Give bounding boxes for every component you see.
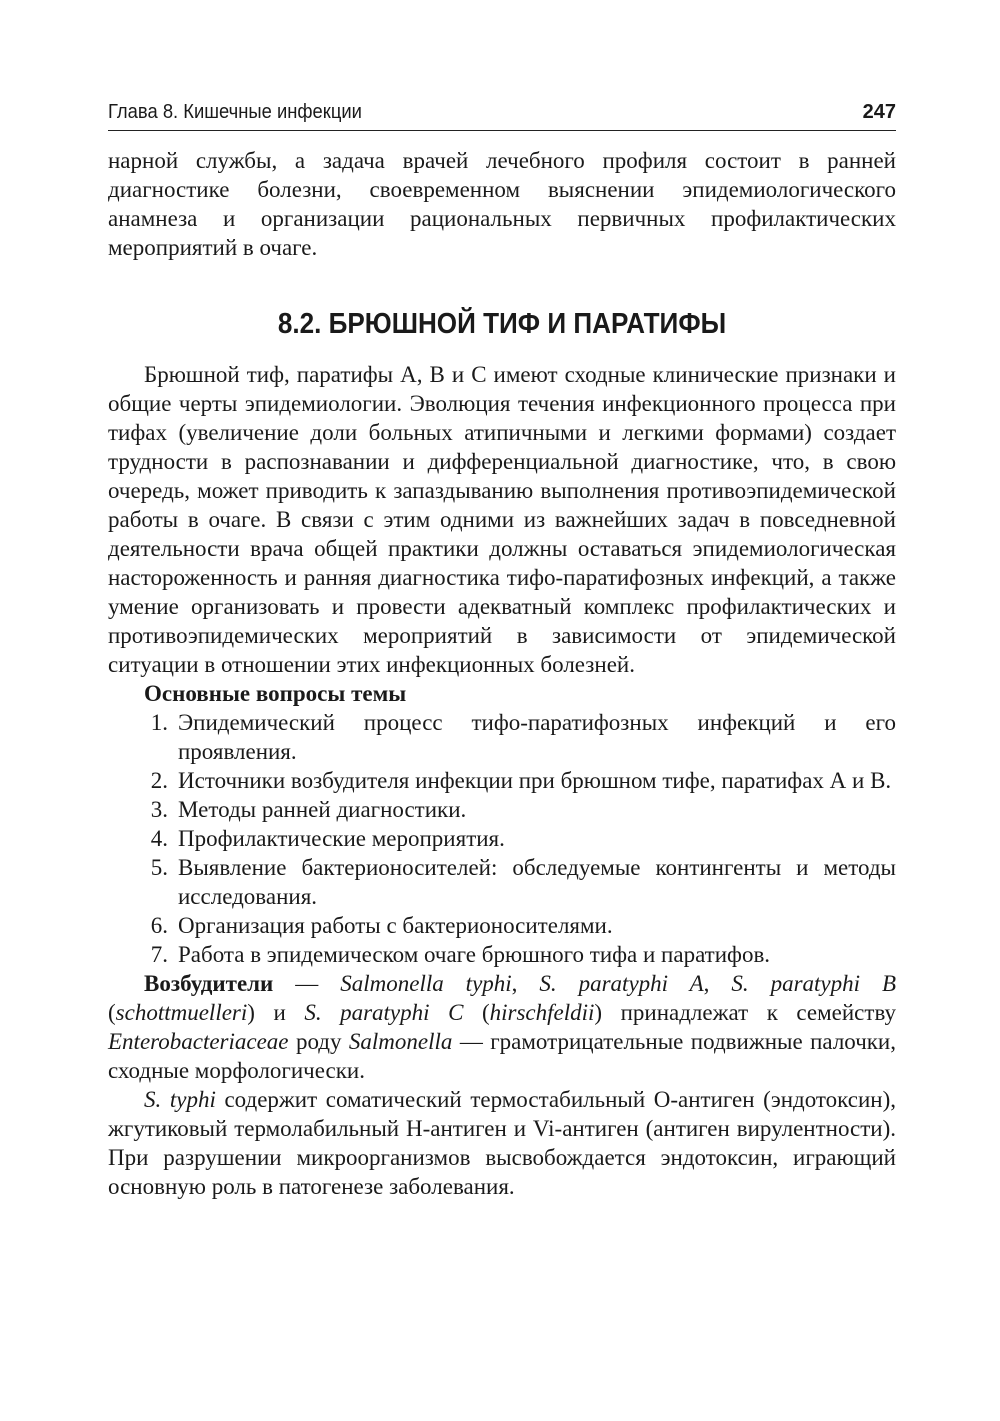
chapter-title: Глава 8. Кишечные инфекции: [108, 101, 362, 123]
text-run: содержит соматический термостабильный О-антиген (эндотоксин), жгутиковый термолабильный Н-антиген и Vi-антиген (антиген вирулентности). При разрушении микроорганизмов высвобождается эндотоксин, играющий основную роль в патогенезе заболевания.: [108, 1087, 896, 1199]
list-item: [108, 940, 896, 969]
list-item: [108, 853, 896, 911]
text-run: — грамотрицательные подвижные палочки, сходные морфологически.: [108, 1029, 896, 1083]
organism-name: S. typhi: [144, 1087, 216, 1112]
pathogens-paragraph: [108, 969, 896, 1085]
list-item-text: Профилактические мероприятия.: [178, 826, 505, 851]
section-title: 8.2. БРЮШНОЙ ТИФ И ПАРАТИФЫ: [277, 308, 727, 340]
genus-name: Salmonella: [348, 1029, 453, 1054]
page-number: 247: [862, 101, 896, 123]
topics-heading: Основные вопросы темы: [144, 681, 407, 706]
list-item: [108, 766, 896, 795]
section-paragraph: Брюшной тиф, паратифы А, В и С имеют сходные клинические признаки и общие черты эпидемиологии. Эволюция течения инфекционного процесса при тифах (увеличение доли больных атипичными и легкими формами) создает трудности в распознавании и дифференциальной диагностике, что, в свою очередь, может приводить к запаздыванию выполнения противоэпидемической работы в очаге. В связи с этим одними из важнейших задач в повседневной деятельности врача общей практики должны оставаться эпидемиологическая настороженность и ранняя диагностика тифо-паратифозных инфекций, а также умение организовать и провести адекватный комплекс профилактических и противоэпидемических мероприятий в зависимости от эпидемической ситуации в отношении этих инфекционных болезней.: [108, 362, 896, 677]
intro-paragraph: нарной службы, а задача врачей лечебного профиля состоит в ранней диагностике болезни, своевременном выяснении эпидемиологического анамнеза и организации рациональных первичных профилактических мероприятий в очаге.: [108, 148, 896, 260]
family-name: Enterobacteriaceae: [108, 1029, 289, 1054]
text-run: роду: [288, 1029, 349, 1054]
text-run: (: [108, 1000, 116, 1025]
list-item: [108, 911, 896, 940]
topics-list: [108, 708, 896, 969]
pathogens-term: Возбудители: [144, 971, 274, 996]
list-item-number: 4.: [150, 826, 168, 851]
list-item-text: Выявление бактерионосителей: обследуемые контингенты и методы исследования.: [178, 855, 896, 909]
list-item-text: Источники возбудителя инфекции при брюшном тифе, паратифах А и В.: [178, 768, 892, 793]
antigens-paragraph: [108, 1085, 896, 1201]
list-item-text: Эпидемический процесс тифо-паратифозных инфекций и его проявления.: [178, 710, 896, 764]
species-name: S. paratyphi B: [731, 971, 897, 996]
species-name: schottmuelleri: [115, 1000, 248, 1025]
text-run: ) и: [247, 1000, 305, 1025]
list-item-number: 6.: [150, 913, 168, 938]
page-body: [108, 146, 896, 1201]
species-name: hirschfeldii: [489, 1000, 595, 1025]
list-item-number: 5.: [150, 855, 168, 880]
text-run: ,: [511, 971, 540, 996]
species-name: S. paratyphi A: [539, 971, 704, 996]
list-item-number: 7.: [150, 942, 168, 967]
list-item-text: Работа в эпидемическом очаге брюшного тифа и паратифов.: [178, 942, 771, 967]
running-header: [108, 96, 896, 131]
list-item-number: 3.: [150, 797, 168, 822]
text-run: ,: [703, 971, 732, 996]
list-item-number: 1.: [150, 710, 168, 735]
text-run: —: [273, 971, 341, 996]
text-run: (: [463, 1000, 490, 1025]
species-name: Salmonella typhi: [340, 971, 512, 996]
list-item-number: 2.: [150, 768, 168, 793]
list-item: [108, 795, 896, 824]
list-item-text: Организация работы с бактерионосителями.: [178, 913, 613, 938]
list-item-text: Методы ранней диагностики.: [178, 797, 467, 822]
species-name: S. paratyphi C: [304, 1000, 464, 1025]
list-item: [108, 708, 896, 766]
text-run: ) принадлежат к семейству: [594, 1000, 897, 1025]
list-item: [108, 824, 896, 853]
